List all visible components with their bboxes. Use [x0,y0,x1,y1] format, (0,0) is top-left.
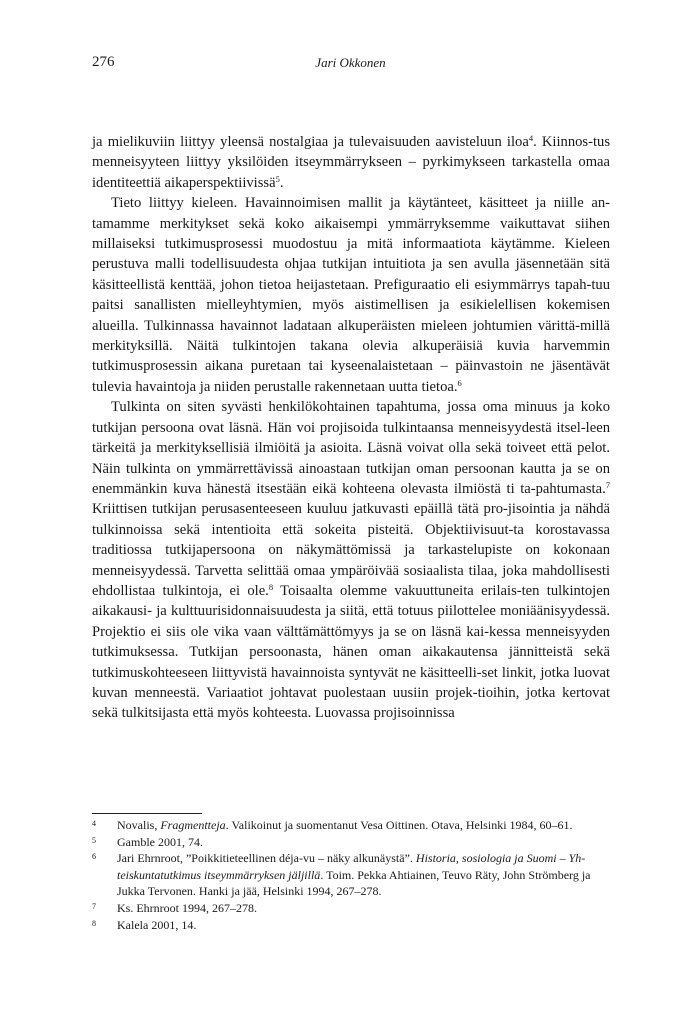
footnote-number: 5 [92,835,96,845]
running-head-author: Jari Okkonen [315,55,386,70]
footnote-number: 4 [92,819,96,828]
footnote [92,900,610,917]
text-run: Kalela 2001, 14. [117,917,197,932]
text-run: ja mielikuviin liittyy yleensä nostalgiaa ja tulevaisuuden aavisteluun iloa [92,134,529,150]
text-run: . Toim. Pekka Ahtiainen, Teuvo Räty, John Strömberg ja Jukka Tervonen. Hanki ja jää, Helsinki 1994, 267–278. [117,867,591,899]
paragraph [92,397,610,724]
body-text [92,132,610,724]
page-number: 276 [92,54,115,70]
footnote [92,834,610,851]
text-run: Toisaalta olemme vakuuttuneita erilais-ten tulkintojen aikakausi- ja kulttuurisidonnaisuudesta ja siitä, että totuus piilottelee moniäänisyydessä. Projektio ei siis ole vika vaan välttämättömyys ja se on läsnä kai-kessa menneisyyden tutkimuksessa. Tutkijan persoonasta, hänen oman aikakautensa jännitteistä sekä tutkimuskohteeseen liittyvistä havainnoista syntyvät ne käsitteelli-set linkit, jotka luovat kuvan menneestä. Variaatiot johtavat puolestaan uusiin projek-tioihin, jotka kertovat sekä tulkitsijasta että myös kohteesta. Luovassa projisoinnissa [92,582,611,722]
text-run: . [279,174,284,191]
paragraph [92,193,610,397]
footnote-number: 6 [92,852,96,862]
footnote-text [117,817,610,834]
footnotes [92,817,610,933]
footnote-text [117,917,610,934]
footnote-reference: 7 [605,479,610,490]
text-run: Ks. Ehrnroot 1994, 267–278. [117,900,257,915]
text-run: Tulkinta on siten syvästi henkilökohtainen tapahtuma, jossa oma minuus ja koko tutkijan persoona ovat läsnä. Hän voi projisoida tulkintaansa menneisyydestä itsel-leen tärkeitä ja merkityksellisiä ilmiöitä ja asioita. Läsnä voivat olla sekä toiveet että pelot. Näin tulkinta on ymmärrettävissä ainoastaan tutkijan oman persoonan kautta ja se on enemmänkin kuva hänestä itsestään eikä kohteena olevasta ilmiöstä ti ta-pahtumasta. [92,399,610,497]
footnote-reference: 8 [268,581,274,592]
footnote [92,917,610,934]
footnote-reference: 6 [457,377,462,388]
text-run: . Valikoinut ja suomentanut Vesa Oittinen. Otava, Helsinki 1984, 60–61. [225,818,573,832]
footnote-number: 8 [92,918,96,928]
footnote-text [117,900,610,917]
footnote-text [117,834,610,851]
footnote [92,817,610,834]
text-run: . Kiinnos-tus menneisyyteen liittyy yksilöiden itseymmärrykseen – pyrkimykseen tarkastella omaa identiteettiä aikaperspektiivissä [92,134,610,191]
footnote-reference: 4 [528,133,534,143]
text-run: Gamble 2001, 74. [117,834,203,849]
text-run: Kriittisen tutkijan perusasenteeseen kuuluu jatkuvasti epäillä tätä pro-jisointia ja nähdä tulkinnoissa sekä intentioita että sokeita pisteitä. Objektiivisuut-ta korostavassa traditiossa tutkijapersoona on näkymättömissä ja tarkastelupiste on kokonaan menneisyydessä. Tarvetta selittää omaa ympäröivää sosiaalista tilaa, joka mahdollisesti ehdollistaa tulkintoja, ei ole. [92,501,610,599]
footnote-text [117,850,610,900]
footnote [92,850,610,900]
text-run: Novalis, [117,818,161,832]
footnote-rule [92,813,202,814]
text-run: Tieto liittyy kieleen. Havainnoimisen mallit ja käytänteet, käsitteet ja niille an-tamamme merkitykset sekä koko aikaisempi ymmärryksemme vaikuttavat siihen millaiseksi tutkimusprosessi muodostuu ja mitä informaatiota käytämme. Kieleen perustuva malli todellisuudesta ohjaa tutkijan intuitiota ja sen avulla jäsennetään sitä käsitteellistä kenttää, johon tietoa heijastetaan. Prefiguraatio eli esiymmärrys tapah-tuu paitsi sanallisten mielleyhtymien, myös aistimellisen ja esikielellisen kokemisen alueilla. Tulkinnassa havainnot ladataan alkuperäisten mieleen johtumien värittä-millä merkityksillä. Näitä tulkintojen takana olevia alkuperäisiä kuvia harvemmin tutkimusprosessin aikana puretaan tai kyseenalaistetaan – päinvastoin ne jäsentävät tulevia havaintoja ja niiden perustalle rakennetaan uutta tietoa. [92,195,610,395]
italic-title: Fragmentteja [160,818,226,832]
footnote-number: 7 [92,901,96,911]
footnote-reference: 5 [275,173,280,184]
italic-title: Historia, sosiologia ja Suomi – Yh-teiskuntatutkimus itseymmärryksen jäljillä [117,851,586,882]
text-run: Jari Ehrnroot, ”Poikkitieteellinen déja-vu – näky alkunäystä”. [117,851,416,866]
paragraph [92,132,610,193]
page-header [92,54,609,74]
